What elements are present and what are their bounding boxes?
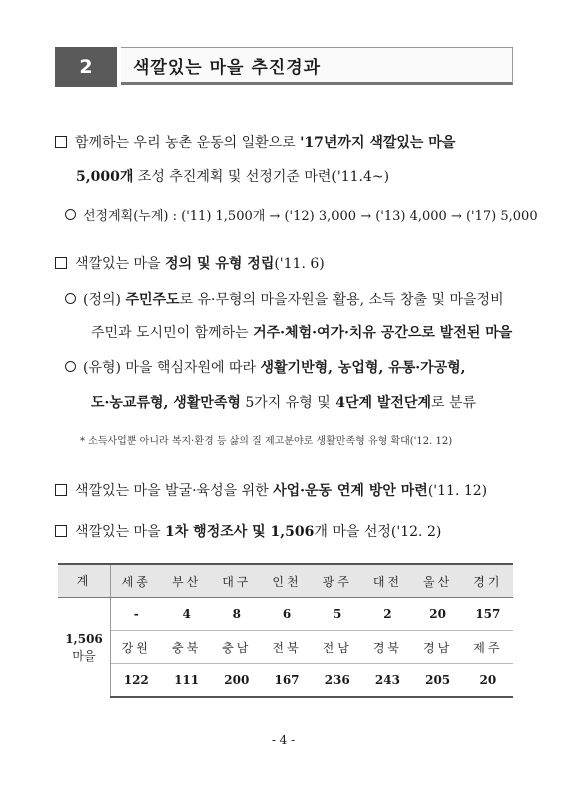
checkbox-square-icon [55,257,67,269]
bullet-selection: 색깔있는 마을 1차 행정조사 및 1,506개 마을 선정('12. 2) [55,521,441,541]
sub-type-line2: 도·농교류형, 생활만족형 5가지 유형 및 4단계 발전단계로 분류 [91,395,476,411]
sub-type: (유형) 마을 핵심자원에 따라 생활기반형, 농업형, 유통·가공형, [65,357,466,377]
table-cell: 4 [162,598,212,631]
table-cell: 경북 [362,631,412,664]
bullet-definition: 색깔있는 마을 정의 및 유형 정립('11. 6) [55,253,325,273]
checkbox-square-icon [55,525,67,537]
table-header-row [58,564,513,598]
circle-bullet-icon [65,293,76,304]
table-row [58,631,513,664]
page-number: - 4 - [271,733,296,747]
table-cell: 강원 [111,631,162,664]
footnote: * 소득사업뿐 아니라 복지·환경 등 삶의 질 제고분야로 생활만족형 유형 확대('12. 12) [80,436,453,447]
table-total-unit: 마을 [72,648,96,663]
sub-definition: (정의) 주민주도로 유·무형의 마을자원을 활용, 소득 창출 및 마을정비 [65,289,504,309]
checkbox-square-icon [55,484,67,496]
table-header-cell: 대전 [362,564,412,598]
table-header-cell: 광주 [312,564,362,598]
table-cell: 2 [362,598,412,631]
sub-selection-plan: 선정계획(누계) : ('11) 1,500개 → ('12) 3,000 → ('13) 4,000 → ('17) 5,000 [65,205,538,224]
table-cell: 제주 [463,631,513,664]
table-header-cell: 부산 [162,564,212,598]
table-cell: 전남 [312,631,362,664]
table-header-cell: 세종 [111,564,162,598]
bullet-linkage: 색깔있는 마을 발굴·육성을 위한 사업·운동 연계 방안 마련('11. 12) [55,480,487,500]
section-title: 색깔있는 마을 추진경과 [133,57,322,78]
table-cell: 20 [413,598,463,631]
table-cell: 5 [312,598,362,631]
table-cell: 충북 [162,631,212,664]
table-row [58,664,513,698]
checkbox-square-icon [55,136,67,148]
bullet-plan-line2: 5,000개 조성 추진계획 및 선정기준 마련('11.4~) [76,169,390,185]
section-title-box [121,47,513,85]
village-count-table [58,563,513,698]
table-total-value: 1,506 [65,631,103,646]
table-cell: 전북 [262,631,312,664]
table-cell: 157 [463,598,513,631]
table-cell: 8 [212,598,262,631]
table-header-cell: 대구 [212,564,262,598]
table-cell: 243 [362,664,412,698]
table-cell: 6 [262,598,312,631]
table-cell: 경남 [413,631,463,664]
table-cell: 205 [413,664,463,698]
table-header-cell: 인천 [262,564,312,598]
table-header-cell: 울산 [413,564,463,598]
section-header [55,47,513,87]
table-cell: 111 [162,664,212,698]
table-header-total: 계 [58,564,111,598]
table-cell: 122 [111,664,162,698]
table-total-cell [58,598,111,698]
sub-definition-line2: 주민과 도시민이 함께하는 거주·체험·여가·치유 공간으로 발전된 마을 [91,325,513,341]
table-cell: 236 [312,664,362,698]
table-cell: - [111,598,162,631]
bullet-plan: 함께하는 우리 농촌 운동의 일환으로 '17년까지 색깔있는 마을 [55,132,455,152]
table-row [58,598,513,631]
table-cell: 충남 [212,631,262,664]
table-header-cell: 경기 [463,564,513,598]
circle-bullet-icon [65,209,76,220]
table-cell: 20 [463,664,513,698]
circle-bullet-icon [65,361,76,372]
table-cell: 167 [262,664,312,698]
table-cell: 200 [212,664,262,698]
section-number: 2 [55,47,117,87]
